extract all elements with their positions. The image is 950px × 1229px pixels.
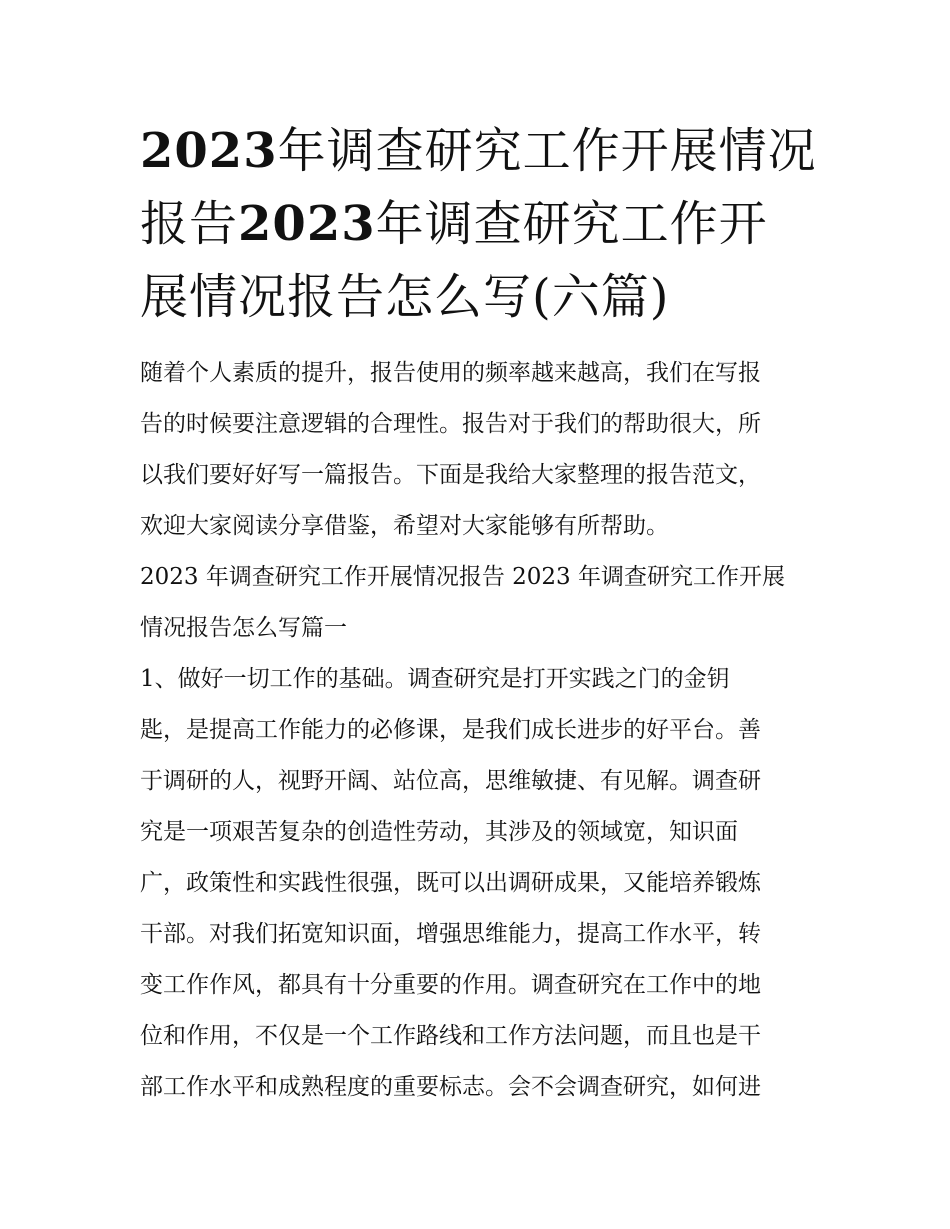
section-heading-line: 2023 年调查研究工作开展情况报告 2023 年调查研究工作开展 — [140, 564, 785, 590]
body-line: 匙，是提高工作能力的必修课，是我们成长进步的好平台。善 — [140, 717, 761, 743]
body-line: 部工作水平和成熟程度的重要标志。会不会调查研究，如何进 — [140, 1074, 761, 1100]
title-year-2: 2023 — [238, 196, 376, 252]
body-line: 1、做好一切工作的基础。调查研究是打开实践之门的金钥 — [140, 666, 730, 692]
intro-line: 告的时候要注意逻辑的合理性。报告对于我们的帮助很大，所 — [140, 411, 761, 437]
body-line: 位和作用，不仅是一个工作路线和工作方法问题，而且也是干 — [140, 1023, 761, 1049]
title-line-3: 展情况报告怎么写(六篇) — [140, 269, 670, 325]
body-line: 变工作作风，都具有十分重要的作用。调查研究在工作中的地 — [140, 972, 761, 998]
body-line: 干部。对我们拓宽知识面，增强思维能力，提高工作水平，转 — [140, 921, 761, 947]
title-line-1-text: 年调查研究工作开展情况 — [277, 123, 817, 179]
title-year-1: 2023 — [140, 123, 278, 179]
title-line-2 — [140, 188, 820, 261]
intro-line: 以我们要好好写一篇报告。下面是我给大家整理的报告范文， — [140, 462, 761, 488]
intro-line: 欢迎大家阅读分享借鉴，希望对大家能够有所帮助。 — [140, 513, 669, 539]
intro-paragraph — [140, 348, 820, 552]
intro-line: 随着个人素质的提升，报告使用的频率越来越高，我们在写报 — [140, 360, 761, 386]
document-page — [140, 115, 820, 1113]
title-line-2-prefix: 报告 — [140, 196, 239, 252]
section-heading-line: 情况报告怎么写篇一 — [140, 615, 347, 641]
section-heading — [140, 552, 820, 654]
title-line-2-text: 年调查研究工作开 — [375, 196, 768, 252]
body-line: 究是一项艰苦复杂的创造性劳动，其涉及的领域宽，知识面 — [140, 819, 738, 845]
body-line: 于调研的人，视野开阔、站位高，思维敏捷、有见解。调查研 — [140, 768, 761, 794]
body-paragraph — [140, 654, 820, 1113]
document-title — [140, 115, 820, 334]
body-line: 广，政策性和实践性很强，既可以出调研成果，又能培养锻炼 — [140, 870, 761, 896]
title-line-1 — [140, 115, 820, 188]
